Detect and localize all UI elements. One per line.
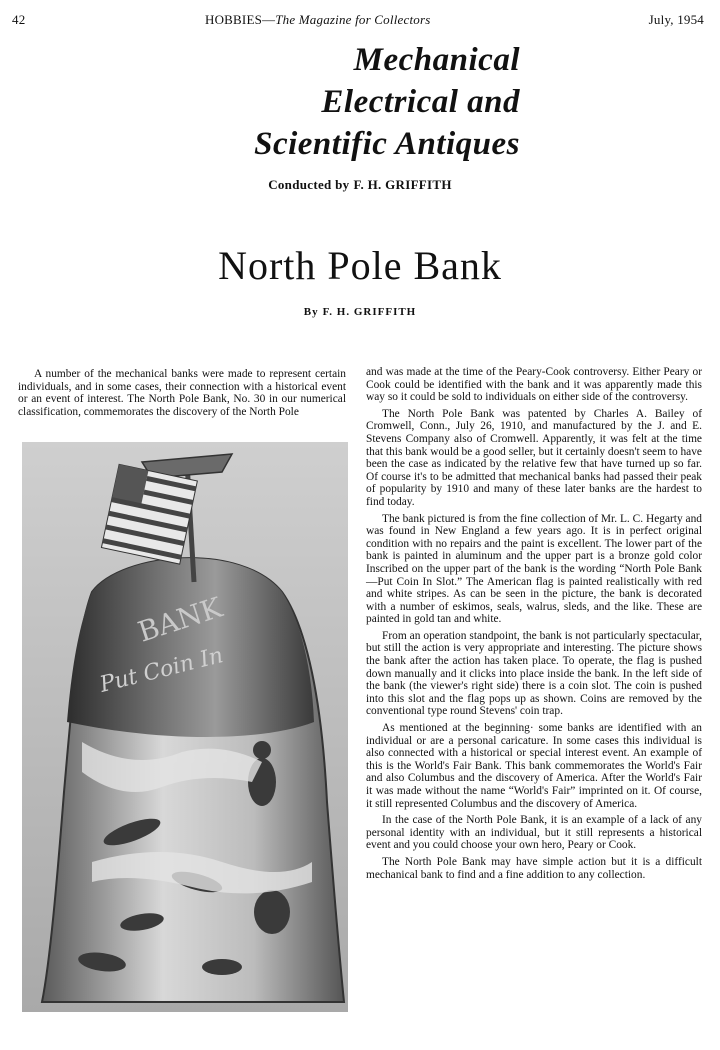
page-number: 42 — [12, 12, 26, 27]
article-column-right — [366, 366, 702, 885]
paragraph: The North Pole Bank was patented by Charles A. Bailey of Cromwell, Conn., July 26, 1910, and manufactured by the J. and E. Stevens Company also of Cromwell. Apparently, it was felt at the time that this bank would be a good seller, but it certainly doesn't seem to have been the case as indicated by the relative few that have turned up so far. Of course it's to be admitted that mechanical banks had passed their peak of popularity by 1910 and many of these later banks are the hardest to find today. — [366, 407, 702, 508]
paragraph: In the case of the North Pole Bank, it is an example of a lack of any personal identity with an individual, but it still represents a historical event and you could choose your own hero, Peary or Cook. — [366, 814, 702, 852]
article-byline — [0, 306, 720, 318]
department-title-line-2: Electrical and — [321, 84, 520, 120]
article-title: North Pole Bank — [218, 243, 502, 288]
byline-label: By — [303, 306, 319, 318]
conductor-name: F. H. GRIFFITH — [353, 177, 452, 192]
paragraph: The bank pictured is from the fine collection of Mr. L. C. Hegarty and was found in New England a few years ago. It is in perfect original condition with no repairs and the paint is excellent. The lower part of the bank is painted in aluminum and the upper part is a bronze gold color Inscribed on the upper part of the bank is the wording “North Pole Bank—Put Coin In Slot.” The American flag is painted realistically with red and white stripes. As can be seen in the picture, the bank is decorated with a number of eskimos, seals, walrus, sleds, and the like. These are painted in gold tan and white. — [366, 512, 702, 626]
paragraph: From an operation standpoint, the bank is not particularly spectacular, but still the action is very appropriate and interesting. The picture shows the bank after the action has taken place. To operate, the flag is pushed down manually and it clicks into place inside the bank. In the left side of the bank (the viewer's right side) there is a coin slot. The coin is pushed into this slot and the flag pops up as shown. Coins are removed by the conventional type round Stevens' coin trap. — [366, 629, 702, 718]
magazine-title — [205, 12, 430, 28]
conducted-label: Conducted by — [268, 177, 350, 192]
department-title-line-1: Mechanical — [353, 42, 520, 78]
inscription-bank: BANK — [133, 590, 227, 649]
north-pole-bank-photo — [22, 442, 348, 1012]
paragraph: The North Pole Bank may have simple action but it is a difficult mechanical bank to find and a fine addition to any collection. — [366, 855, 702, 881]
magazine-name: HOBBIES— — [205, 12, 276, 27]
inscription-coin: Put Coin In — [97, 643, 226, 698]
paragraph: As mentioned at the beginning· some banks are identified with an individual or are a personal caricature. In some cases this individual is also connected with a historical or special interest event. An example of this is the World's Fair Bank. This bank commemorates the World's Fair and also Columbus and the discovery of America. After the World's Fair it was made without the name “World's Fair” imprinted on it. Of course, it still represented Columbus and the discovery of America. — [366, 722, 702, 810]
issue-date: July, 1954 — [648, 12, 704, 27]
department-title-line-3: Scientific Antiques — [254, 126, 520, 162]
paragraph: A number of the mechanical banks were made to represent certain individuals, and in some cases, their connection with a historical event or an event of interest. The North Pole Bank, No. 30 in our numerical classification, commemorates the discovery of the North Pole — [18, 368, 346, 418]
running-head — [0, 12, 720, 32]
paragraph: and was made at the time of the Peary-Cook controversy. Either Peary or Cook could be identified with the bank and it was apparently made this way so it could be sold to individuals on either side of the controversy. — [366, 366, 702, 404]
byline-author: F. H. GRIFFITH — [322, 306, 417, 318]
department-conductor — [0, 177, 720, 193]
article-column-left — [18, 368, 346, 422]
magazine-subtitle: The Magazine for Collectors — [275, 12, 431, 27]
